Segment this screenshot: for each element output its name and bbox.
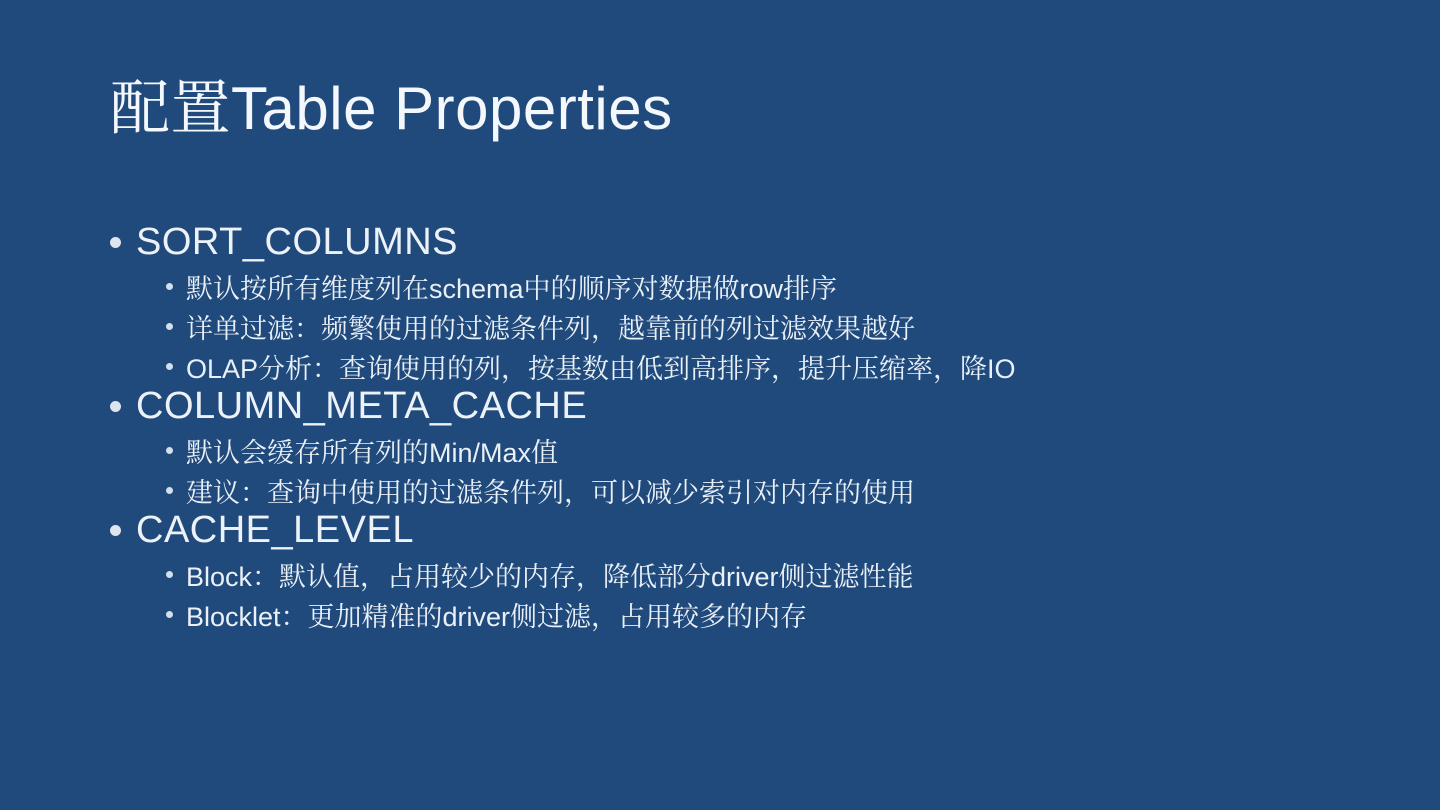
- list-item: [166, 346, 1440, 386]
- sub-bullet-list: [110, 430, 1440, 510]
- list-item: [166, 306, 1440, 346]
- list-item: [166, 430, 1440, 470]
- list-item: [166, 594, 1440, 634]
- bullet-heading-row: [110, 222, 1440, 262]
- section-sort-columns: [110, 222, 1440, 386]
- bullet-heading-row: [110, 510, 1440, 550]
- bullet-icon: [110, 237, 121, 248]
- section-cache-level: [110, 510, 1440, 634]
- sub-bullet-list: [110, 554, 1440, 634]
- bullet-icon: [166, 323, 173, 330]
- bullet-icon: [166, 447, 173, 454]
- sub-bullet-text: OLAP分析：查询使用的列，按基数由低到高排序，提升压缩率，降IO: [186, 353, 1016, 384]
- list-item: [166, 266, 1440, 306]
- sub-bullet-text: 建议：查询中使用的过滤条件列，可以减少索引对内存的使用: [186, 477, 915, 508]
- bullet-icon: [166, 363, 173, 370]
- bullet-icon: [110, 525, 121, 536]
- bullet-icon: [166, 487, 173, 494]
- bullet-icon: [166, 611, 173, 618]
- slide-title: 配置Table Properties: [110, 75, 673, 142]
- bullet-icon: [166, 283, 173, 290]
- sub-bullet-text: 详单过滤：频繁使用的过滤条件列，越靠前的列过滤效果越好: [186, 313, 915, 344]
- sub-bullet-list: [110, 266, 1440, 386]
- slide-content: [110, 222, 1440, 634]
- sub-bullet-text: 默认会缓存所有列的Min/Max值: [186, 437, 559, 468]
- list-item: [166, 470, 1440, 510]
- bullet-icon: [166, 571, 173, 578]
- list-item: [166, 554, 1440, 594]
- bullet-heading-row: [110, 386, 1440, 426]
- sub-bullet-text: Block：默认值，占用较少的内存，降低部分driver侧过滤性能: [186, 561, 914, 592]
- sub-bullet-text: Blocklet：更加精准的driver侧过滤，占用较多的内存: [186, 601, 808, 632]
- section-column-meta-cache: [110, 386, 1440, 510]
- section-heading: CACHE_LEVEL: [136, 508, 414, 551]
- sub-bullet-text: 默认按所有维度列在schema中的顺序对数据做row排序: [186, 273, 838, 304]
- section-heading: COLUMN_META_CACHE: [136, 384, 588, 427]
- bullet-icon: [110, 401, 121, 412]
- section-heading: SORT_COLUMNS: [136, 220, 459, 263]
